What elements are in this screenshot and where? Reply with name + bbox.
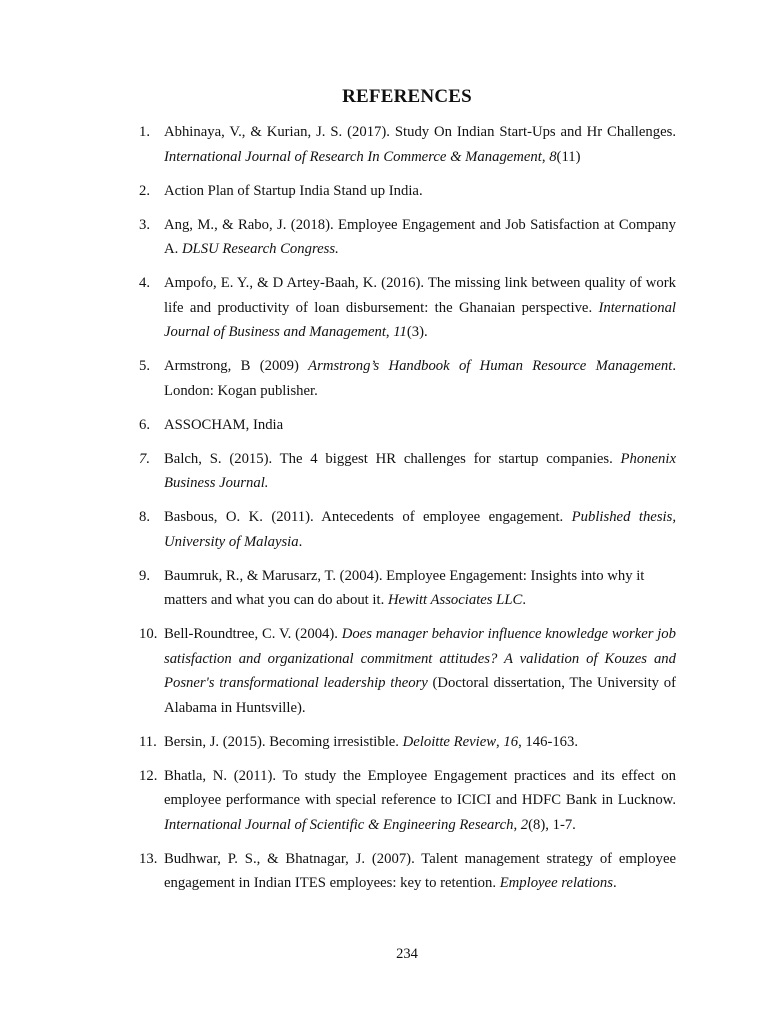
reference-item [139, 764, 676, 838]
reference-text: Bhatla, N. (2011). To study the Employee Engagement practices and its effect on employee performance with special reference to ICICI and HDFC Bank in Lucknow. [164, 767, 676, 808]
reference-italic-text: 11 [393, 324, 407, 340]
reference-item [139, 120, 676, 169]
reference-italic-text: Armstrong’s Handbook of Human Resource Management [308, 358, 673, 374]
reference-number: 6. [139, 416, 151, 433]
reference-number: 2. [139, 182, 151, 199]
reference-text: (11) [556, 148, 581, 165]
page-title: REFERENCES [342, 86, 472, 107]
reference-text: (3). [406, 324, 428, 340]
reference-italic-text: International Journal of Research In Commerce & Management [164, 148, 542, 165]
reference-text: . [612, 875, 617, 891]
reference-list [139, 120, 676, 905]
reference-text: Bell-Roundtree, C. V. (2004). [164, 626, 342, 642]
reference-number: 9. [139, 567, 151, 584]
reference-text: , [541, 148, 550, 165]
reference-text: Baumruk, R., & Marusarz, T. (2004). Employee Engagement: Insights into why it matters and what you can do about it. [164, 567, 645, 608]
reference-italic-text: International Journal of Business and Management [164, 299, 676, 340]
reference-number: 7. [139, 450, 151, 467]
reference-italic-text: Phonenix Business Journal. [164, 450, 676, 491]
reference-number: 11. [139, 733, 157, 750]
reference-number: 1. [139, 124, 151, 140]
reference-text: . [298, 533, 303, 550]
reference-italic-text: 8 [549, 148, 557, 165]
reference-item [139, 213, 676, 262]
page-number: 234 [396, 946, 418, 962]
reference-italic-text: International Journal of Scientific & Engineering Research [164, 816, 514, 833]
reference-text: Ampofo, E. Y., & D Artey-Baah, K. (2016). The missing link between quality of work life and productivity of loan disbursement: the Ghanaian perspective. [164, 275, 676, 316]
reference-text: Ang, M., & Rabo, J. (2018). Employee Engagement and Job Satisfaction at Company A. [164, 216, 676, 257]
reference-item [139, 847, 676, 896]
reference-italic-text: Deloitte Review [402, 733, 497, 750]
reference-italic-text: Hewitt Associates LLC [387, 592, 523, 608]
reference-number: 4. [139, 275, 151, 291]
reference-item [139, 413, 676, 438]
reference-text: Basbous, O. K. (2011). Antecedents of employee engagement. [164, 509, 572, 525]
reference-item [139, 354, 676, 403]
reference-italic-text: Does manager behavior influence knowledge worker job satisfaction and organizational commitment attitudes? A validation of Kouzes and Posner's transformational leadership theory [164, 626, 676, 691]
reference-italic-text: DLSU Research Congress. [181, 241, 339, 257]
reference-number: 13. [139, 850, 158, 867]
reference-text: . [522, 592, 526, 608]
reference-text: . London: Kogan publisher. [164, 358, 676, 399]
reference-italic-text: 16 [503, 733, 519, 750]
reference-text: (Doctoral dissertation, The University of Alabama in Huntsville). [164, 675, 676, 716]
reference-number: 12. [139, 767, 158, 784]
reference-number: 8. [139, 509, 151, 525]
reference-italic-text: Published thesis, University of Malaysia [164, 509, 676, 550]
reference-number: 10. [139, 626, 158, 642]
reference-text: Action Plan of Startup India Stand up India. [164, 182, 423, 199]
reference-item [139, 505, 676, 554]
reference-text: , 146-163. [518, 733, 579, 750]
reference-text: Abhinaya, V., & Kurian, J. S. (2017). Study On Indian Start-Ups and Hr Challenges. [164, 124, 676, 140]
reference-text: Budhwar, P. S., & Bhatnagar, J. (2007). Talent management strategy of employee engagement in Indian ITES employees: key to retention. [164, 850, 676, 891]
reference-text: Balch, S. (2015). The 4 biggest HR challenges for startup companies. [164, 450, 621, 467]
reference-italic-text: 2 [520, 816, 529, 833]
reference-item [139, 622, 676, 720]
reference-text: (8), 1-7. [528, 816, 576, 833]
reference-item [139, 447, 676, 496]
reference-text: , [513, 816, 521, 833]
reference-italic-text: Employee relations [499, 875, 613, 891]
reference-number: 5. [139, 358, 151, 374]
reference-item [139, 271, 676, 345]
reference-text: Bersin, J. (2015). Becoming irresistible. [164, 733, 403, 750]
reference-text: Armstrong, B (2009) [164, 358, 309, 374]
reference-text: , [496, 733, 504, 750]
reference-item [139, 179, 676, 204]
reference-text: , [385, 324, 394, 340]
reference-item [139, 564, 676, 613]
reference-item [139, 730, 676, 755]
reference-number: 3. [139, 216, 151, 233]
reference-text: ASSOCHAM, India [164, 416, 284, 433]
